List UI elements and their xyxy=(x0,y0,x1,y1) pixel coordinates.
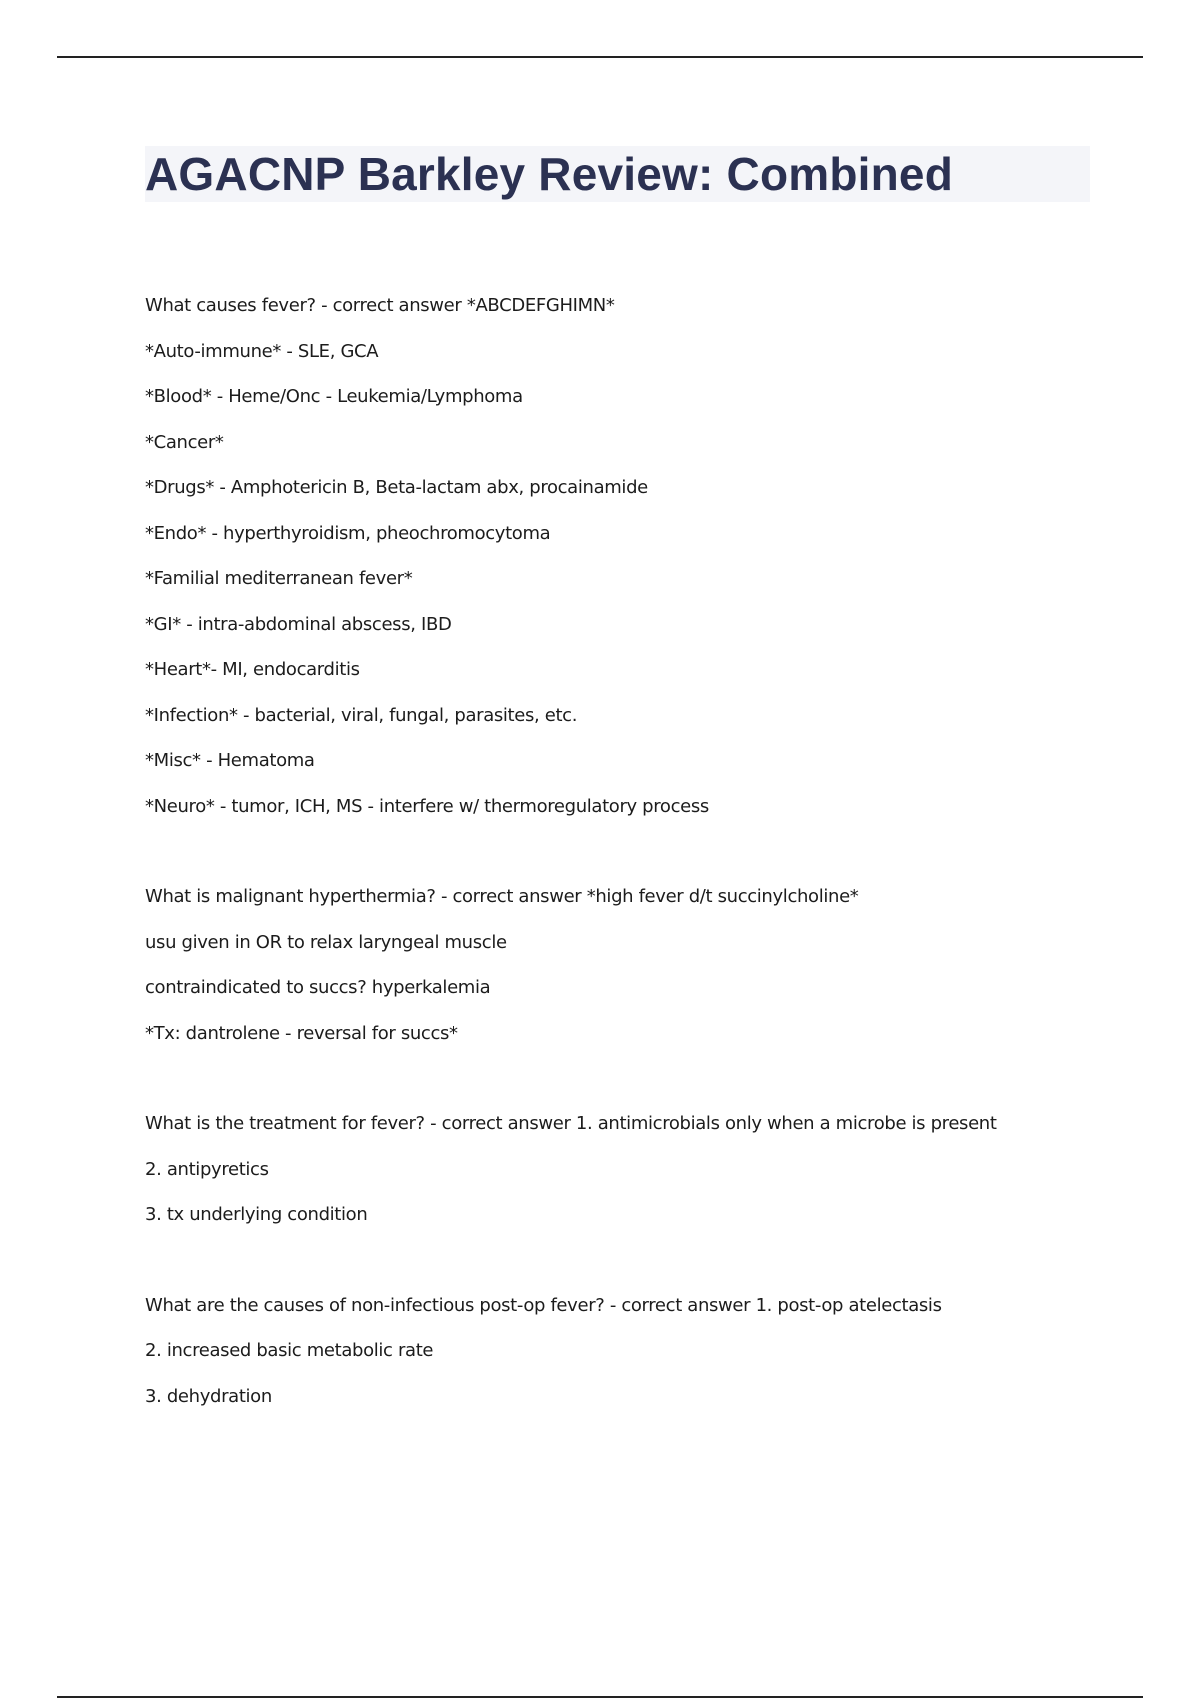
document-title: AGACNP Barkley Review: Combined xyxy=(145,148,954,200)
answer-line: *Cancer* xyxy=(145,431,224,453)
header-rule xyxy=(57,56,1143,58)
answer-line: 2. increased basic metabolic rate xyxy=(145,1340,434,1361)
answer-line: *Infection* - bacterial, viral, fungal, parasites, etc. xyxy=(145,704,578,726)
document-body xyxy=(145,283,1105,1464)
answer-line: *Heart*- MI, endocarditis xyxy=(145,659,360,680)
answer-line: *Tx: dantrolene - reversal for succs* xyxy=(145,1022,458,1044)
answer-line: contraindicated to succs? hyperkalemia xyxy=(145,977,491,998)
answer-line: *Neuro* - tumor, ICH, MS - interfere w/ thermoregulatory process xyxy=(145,795,709,817)
answer-line: *Misc* - Hematoma xyxy=(145,750,315,771)
qa-block-fever-causes xyxy=(145,283,1105,829)
answer-line: *GI* - intra-abdominal abscess, IBD xyxy=(145,613,452,635)
qa-block-fever-treatment xyxy=(145,1101,1105,1238)
answer-line: usu given in OR to relax laryngeal muscle xyxy=(145,931,507,953)
answer-line: *Drugs* - Amphotericin B, Beta-lactam abx, procainamide xyxy=(145,477,648,498)
answer-line: 3. tx underlying condition xyxy=(145,1204,368,1225)
question-line: What is the treatment for fever? - correct answer 1. antimicrobials only when a microbe is present xyxy=(145,1113,997,1134)
question-line: What causes fever? - correct answer *ABCDEFGHIMN* xyxy=(145,295,615,316)
answer-line: *Auto-immune* - SLE, GCA xyxy=(145,340,379,362)
question-line: What is malignant hyperthermia? - correct answer *high fever d/t succinylcholine* xyxy=(145,886,859,907)
answer-line: 2. antipyretics xyxy=(145,1158,269,1180)
qa-block-postop-fever xyxy=(145,1283,1105,1420)
answer-line: *Endo* - hyperthyroidism, pheochromocytoma xyxy=(145,522,551,544)
answer-line: *Blood* - Heme/Onc - Leukemia/Lymphoma xyxy=(145,386,523,407)
qa-block-malignant-hyperthermia xyxy=(145,874,1105,1056)
answer-line: *Familial mediterranean fever* xyxy=(145,568,413,589)
question-line: What are the causes of non-infectious post-op fever? - correct answer 1. post-op atelectasis xyxy=(145,1294,942,1316)
answer-line: 3. dehydration xyxy=(145,1385,272,1407)
footer-rule xyxy=(57,1696,1143,1698)
